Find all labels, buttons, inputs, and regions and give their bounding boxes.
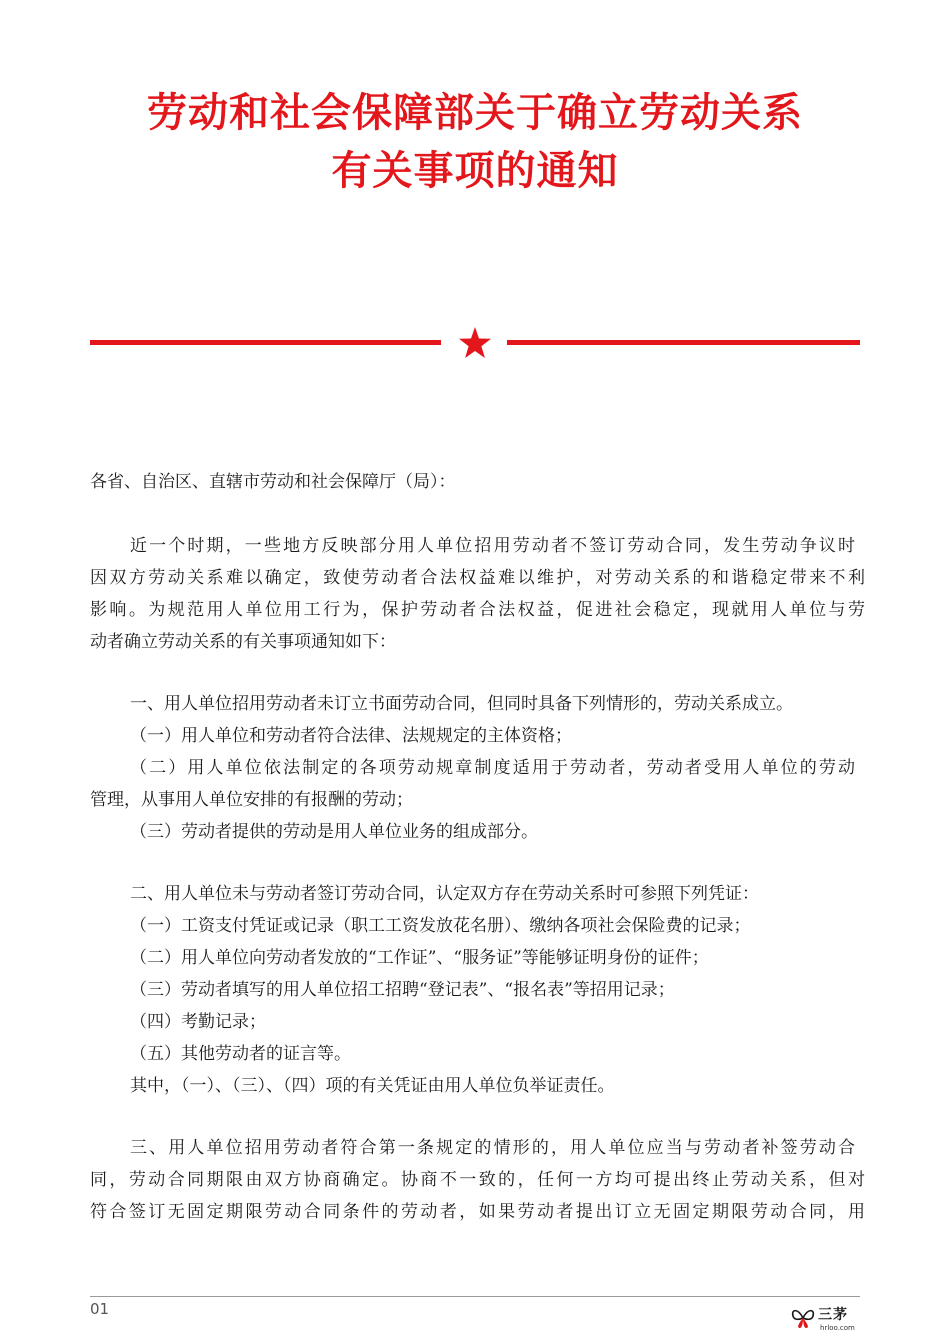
section-3-heading: 三、用人单位招用劳动者符合第一条规定的情形的，用人单位应当与劳动者补签劳动合 — [130, 1138, 855, 1158]
logo-url: hrloo.com — [820, 1324, 855, 1332]
page-number: 01 — [90, 1300, 110, 1318]
butterfly-logo-icon — [790, 1305, 816, 1331]
section-1-item: （一）用人单位和劳动者符合法律、法规规定的主体资格； — [130, 726, 572, 746]
intro-paragraph-line: 因双方劳动关系难以确定，致使劳动者合法权益难以维护，对劳动关系的和谐稳定带来不利 — [90, 568, 865, 588]
intro-paragraph-line: 近一个时期，一些地方反映部分用人单位招用劳动者不签订劳动合同，发生劳动争议时 — [130, 536, 855, 556]
addressee-line: 各省、自治区、直辖市劳动和社会保障厅（局）： — [90, 472, 456, 492]
section-1-item: （二）用人单位依法制定的各项劳动规章制度适用于劳动者，劳动者受用人单位的劳动 — [130, 758, 855, 778]
document-title-line: 有关事项的通知 — [331, 148, 619, 194]
title-divider — [90, 323, 860, 363]
star-icon — [458, 326, 492, 360]
section-1-item: （三）劳动者提供的劳动是用人单位业务的组成部分。 — [130, 822, 538, 842]
document-title — [0, 84, 950, 200]
section-2-item: （四）考勤记录； — [130, 1012, 266, 1032]
section-2-note: 其中，（一）、（三）、（四）项的有关凭证由用人单位负举证责任。 — [130, 1076, 615, 1096]
brand-logo — [790, 1303, 860, 1337]
divider-bar-right — [507, 340, 860, 345]
section-3-line: 同，劳动合同期限由双方协商确定。协商不一致的，任何一方均可提出终止劳动关系，但对 — [90, 1170, 865, 1190]
intro-paragraph-line: 影响。为规范用人单位用工行为，保护劳动者合法权益，促进社会稳定，现就用人单位与劳 — [90, 600, 865, 620]
footer-rule — [90, 1296, 860, 1297]
section-1-heading: 一、用人单位招用劳动者未订立书面劳动合同，但同时具备下列情形的，劳动关系成立。 — [130, 694, 793, 714]
document-title-line: 劳动和社会保障部关于确立劳动关系 — [147, 90, 803, 136]
section-1-item: 管理，从事用人单位安排的有报酬的劳动； — [90, 790, 413, 810]
section-2-item: （一）工资支付凭证或记录（职工工资发放花名册）、缴纳各项社会保险费的记录； — [130, 916, 751, 936]
section-2-item: （二）用人单位向劳动者发放的“工作证”、“服务证”等能够证明身份的证件； — [130, 948, 709, 968]
logo-name: 三茅 — [818, 1307, 848, 1323]
intro-paragraph-line: 动者确立劳动关系的有关事项通知如下： — [90, 632, 396, 652]
divider-bar-left — [90, 340, 441, 345]
section-3-line: 符合签订无固定期限劳动合同条件的劳动者，如果劳动者提出订立无固定期限劳动合同，用 — [90, 1202, 865, 1222]
section-2-item: （三）劳动者填写的用人单位招工招聘“登记表”、“报名表”等招用记录； — [130, 980, 675, 1000]
section-2-heading: 二、用人单位未与劳动者签订劳动合同，认定双方存在劳动关系时可参照下列凭证： — [130, 884, 759, 904]
section-2-item: （五）其他劳动者的证言等。 — [130, 1044, 351, 1064]
